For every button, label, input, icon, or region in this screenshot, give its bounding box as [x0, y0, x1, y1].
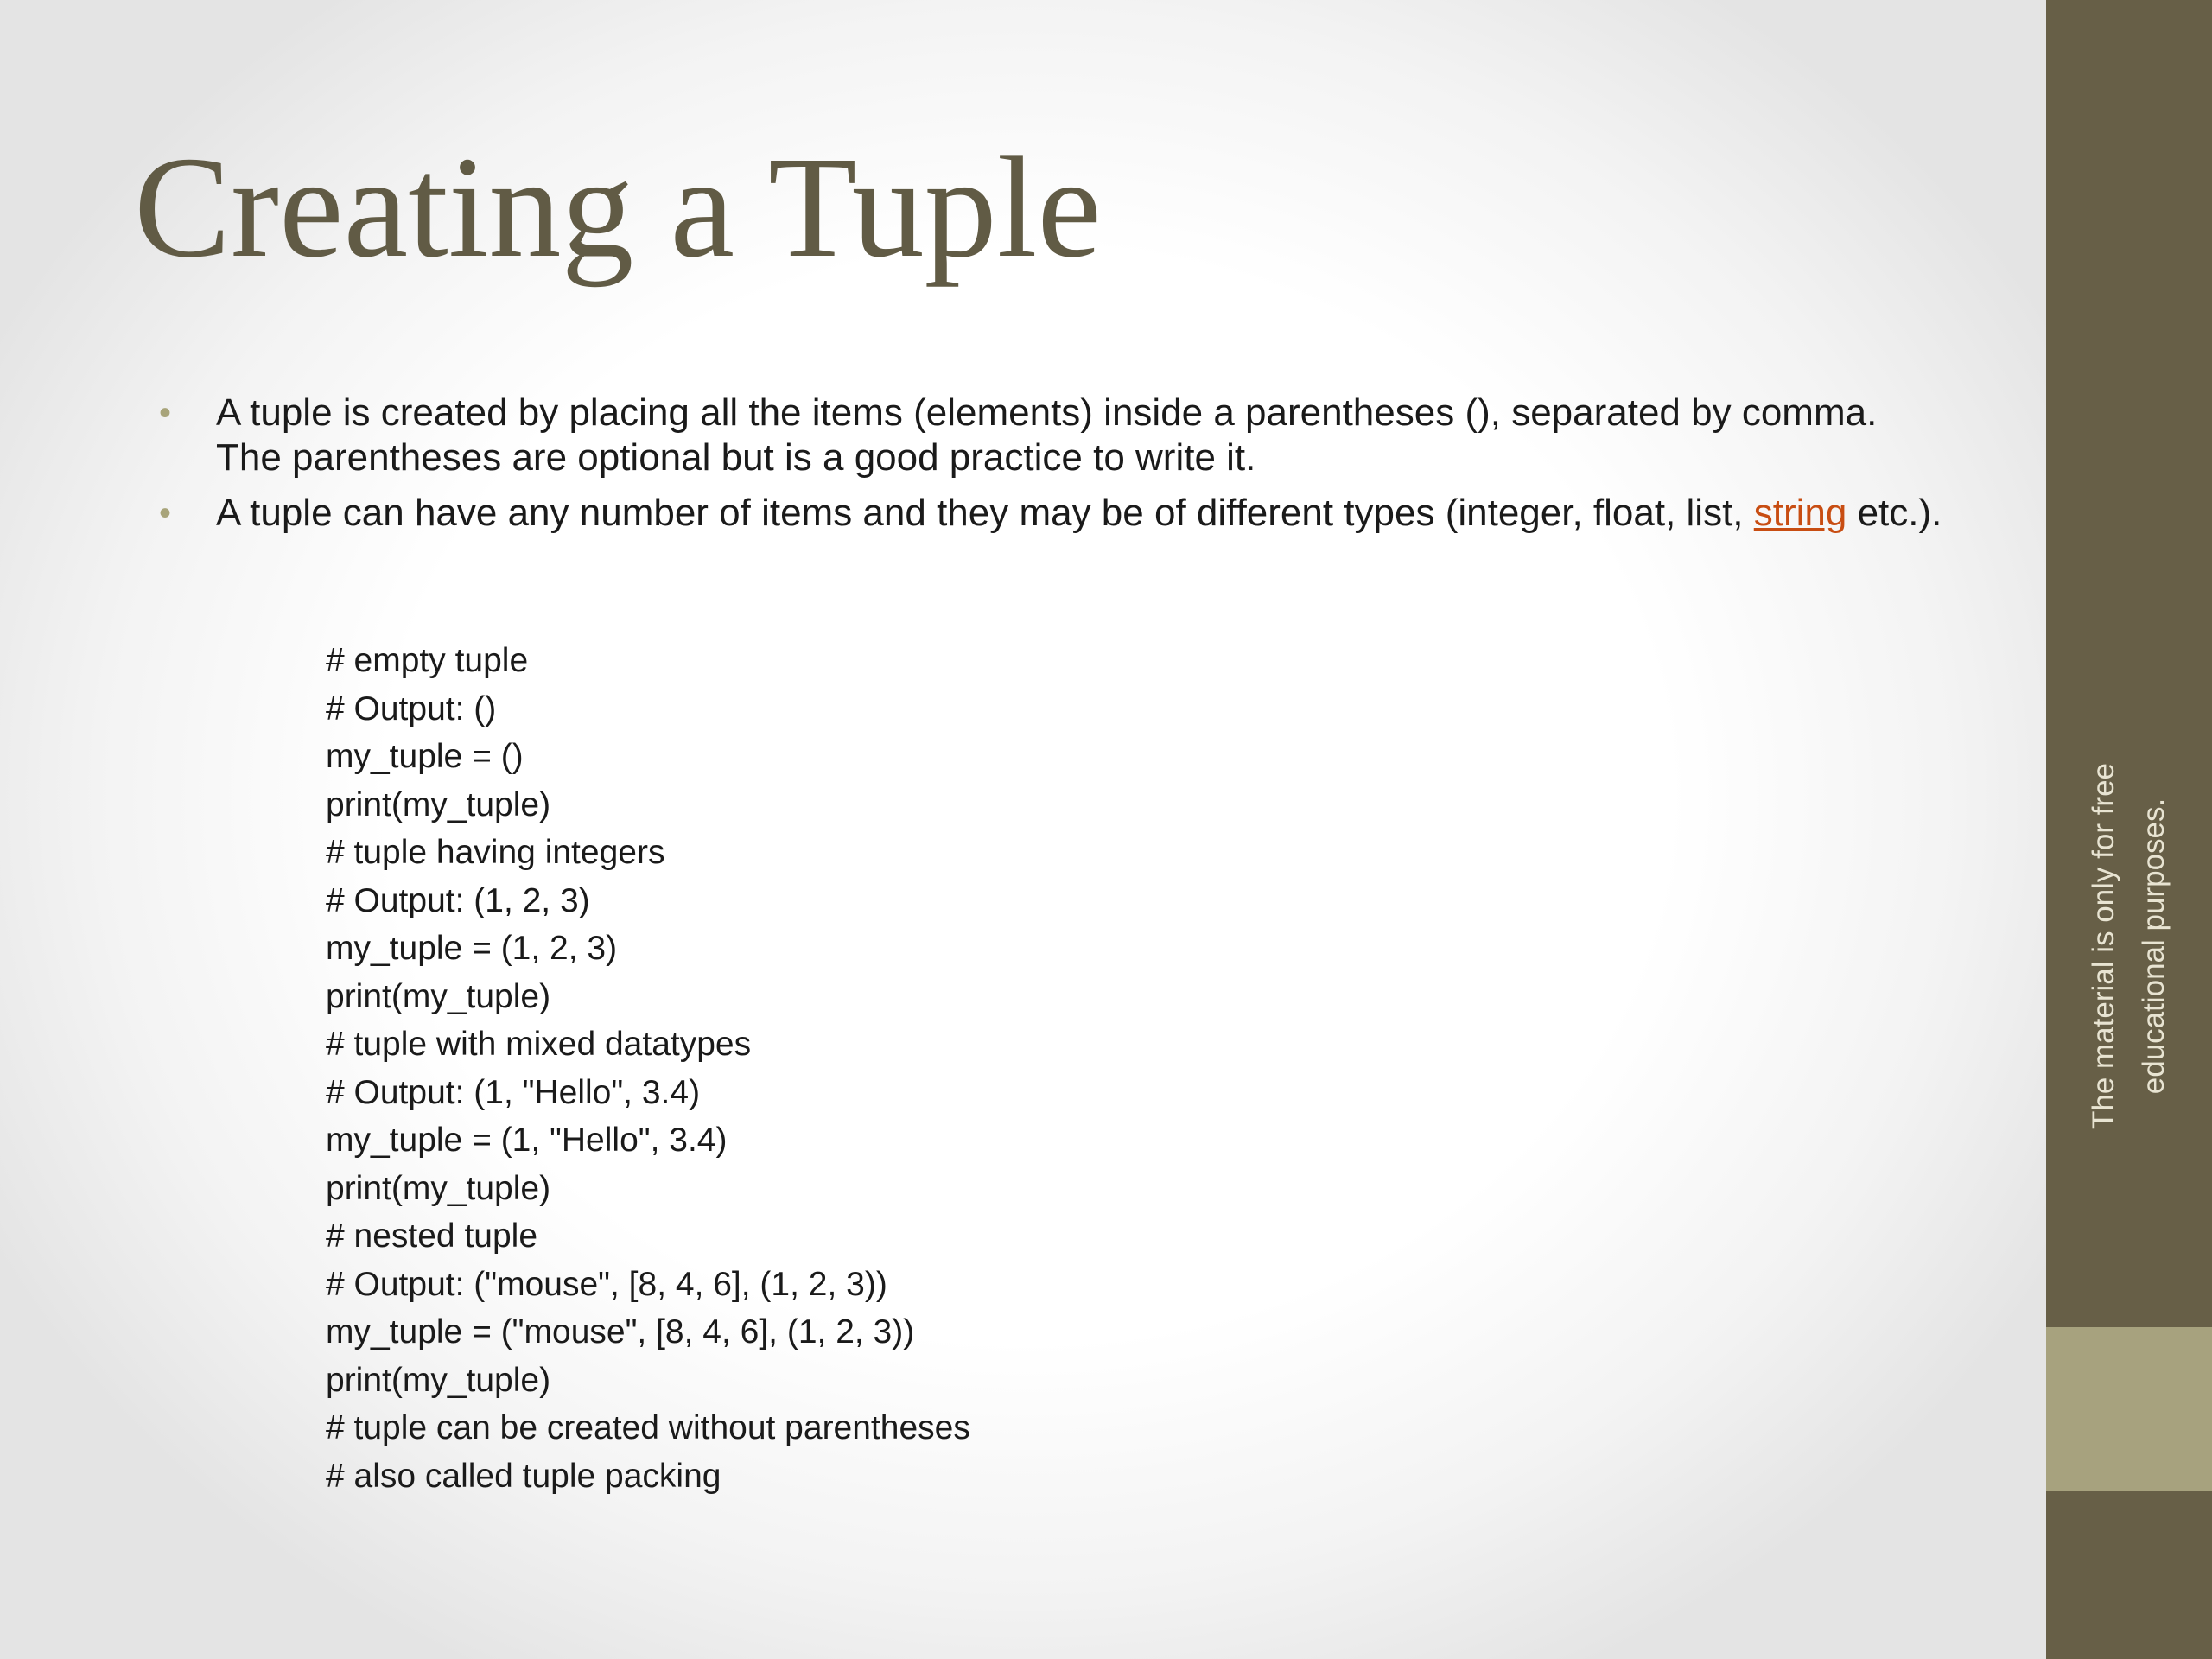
bullet-item	[159, 391, 1944, 480]
code-line: # tuple can be created without parentheses	[326, 1409, 970, 1446]
bullet-text: A tuple can have any number of items and they may be of different types (integer, float, list,	[216, 492, 1754, 534]
sidebar-note	[2079, 704, 2179, 1188]
bullet-list	[159, 391, 1944, 546]
code-line: print(my_tuple)	[326, 785, 551, 823]
bullet-dot-icon: •	[159, 494, 172, 532]
code-line: # tuple having integers	[326, 834, 665, 871]
slide-title: Creating a Tuple	[134, 127, 1102, 288]
code-line: # Output: ("mouse", [8, 4, 6], (1, 2, 3))	[326, 1265, 887, 1303]
code-line: my_tuple = ()	[326, 738, 524, 775]
code-line: # nested tuple	[326, 1217, 538, 1255]
code-line: print(my_tuple)	[326, 1361, 551, 1399]
code-line: # also called tuple packing	[326, 1457, 721, 1495]
bullet-dot-icon: •	[159, 394, 172, 432]
code-line: print(my_tuple)	[326, 1169, 551, 1207]
code-line: my_tuple = (1, 2, 3)	[326, 930, 618, 967]
code-line: # Output: ()	[326, 690, 497, 728]
code-line: my_tuple = (1, "Hello", 3.4)	[326, 1122, 728, 1159]
code-line: # Output: (1, "Hello", 3.4)	[326, 1073, 701, 1111]
code-line: my_tuple = ("mouse", [8, 4, 6], (1, 2, 3))	[326, 1313, 915, 1351]
sidebar-note-line: educational purposes.	[2137, 798, 2171, 1095]
bullet-text: A tuple is created by placing all the items (elements) inside a parentheses (), separated by comma. The parentheses are optional but is a good practice to write it.	[216, 391, 1878, 479]
code-line: # tuple with mixed datatypes	[326, 1026, 752, 1063]
bullet-item	[159, 491, 1944, 536]
code-block	[326, 637, 970, 1500]
code-line: # empty tuple	[326, 642, 529, 679]
code-line: # Output: (1, 2, 3)	[326, 881, 590, 919]
string-link[interactable]: string	[1753, 492, 1847, 534]
sidebar-note-line: The material is only for free	[2087, 762, 2120, 1130]
code-line: print(my_tuple)	[326, 977, 551, 1015]
bullet-text-end: etc.).	[1847, 492, 1942, 534]
sidebar	[2046, 0, 2212, 1659]
sidebar-accent-band	[2046, 1327, 2212, 1491]
